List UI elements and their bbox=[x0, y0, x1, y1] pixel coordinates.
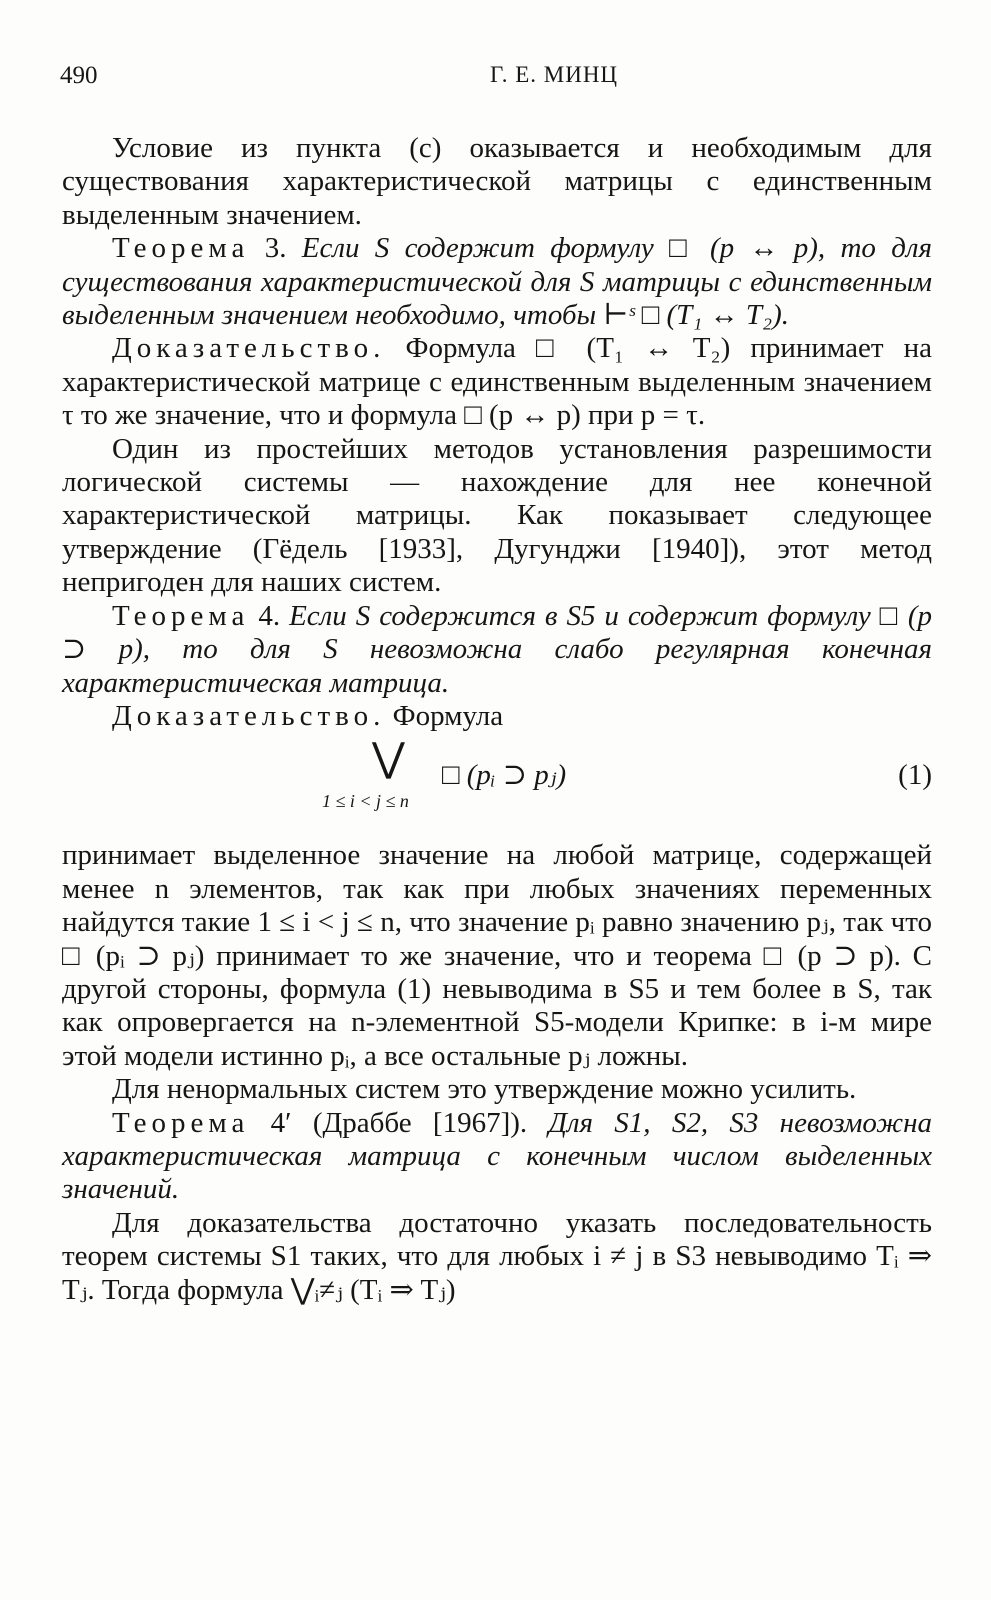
theorem-4-prime-label: Теорема bbox=[112, 1106, 250, 1139]
proof-1-label: Доказательство. bbox=[112, 332, 386, 365]
page-header bbox=[60, 58, 931, 98]
disjunction-subscript: 1 ≤ i < j ≤ n bbox=[322, 791, 409, 812]
proof-2 bbox=[62, 700, 932, 733]
formula-1 bbox=[62, 735, 932, 833]
proof-2-label: Доказательство. bbox=[112, 699, 386, 732]
theorem-4-prime-number: 4′ (Драббе [1967]). bbox=[249, 1106, 549, 1139]
proof-1-text: Формула □ (T₁ ↔ T₂) принимает на характеристической матрице с единственным выделенным значением τ то же значение, что и формула □ (p ↔ p) при p = τ. bbox=[62, 332, 932, 432]
theorem-3-number: 3. bbox=[249, 232, 302, 265]
disjunction-symbol: ⋁ bbox=[372, 735, 405, 781]
theorem-3 bbox=[62, 232, 932, 332]
formula-1-body: □ (pᵢ ⊃ pⱼ) bbox=[442, 759, 567, 792]
paragraph-nonnormal: Для ненормальных систем это утверждение можно усилить. bbox=[112, 1073, 857, 1106]
theorem-4-text: Если S содержится в S5 и содержит формулу □ (p ⊃ p), то для S невозможна слабо регулярная конечная характеристическая матрица. bbox=[62, 599, 933, 699]
running-head: Г. Е. МИНЦ bbox=[490, 62, 619, 87]
paragraph-methods: Один из простейших методов установления разрешимости логической системы — нахождение для нее конечной характеристической матрицы. Как показывает следующее утверждение (Гёдель [1933], Дугунджи [1940]), этот метод непригоден для наших систем. bbox=[62, 432, 932, 599]
formula-1-number: (1) bbox=[898, 759, 932, 792]
theorem-4 bbox=[62, 600, 932, 700]
theorem-4-number: 4. bbox=[249, 599, 290, 632]
theorem-3-label: Теорема bbox=[112, 232, 250, 265]
page-body bbox=[62, 132, 932, 1307]
paragraph-condition: Условие из пункта (с) оказывается и необходимым для существования характеристической матрицы с единственным выделенным значением. bbox=[62, 132, 932, 231]
theorem-4-label: Теорема bbox=[112, 599, 250, 632]
proof-2-text: Формула bbox=[385, 699, 504, 732]
theorem-4-prime bbox=[62, 1107, 932, 1207]
proof-1 bbox=[62, 332, 932, 432]
page-number: 490 bbox=[60, 62, 98, 89]
paragraph-proof-sketch: Для доказательства достаточно указать последовательность теорем системы S1 таких, что для любых i ≠ j в S3 невыводимо Tᵢ ⇒ Tⱼ. Тогда формула ⋁ᵢ≠ⱼ (Tᵢ ⇒ Tⱼ) bbox=[62, 1206, 932, 1306]
paragraph-proof-continued: принимает выделенное значение на любой матрице, содержащей менее n элементов, так как при любых значениях переменных найдутся такие 1 ≤ i < j ≤ n, что значение pᵢ равно значению pⱼ, так что □ (pᵢ ⊃ pⱼ) принимает то же значение, что и теорема □ (p ⊃ p). С другой стороны, формула (1) невыводима в S5 и тем более в S, так как опровергается на n-элементной S5-модели Крипке: в i-м мире этой модели истинно pᵢ, а все остальные pⱼ ложны. bbox=[62, 839, 932, 1072]
theorem-3-text: Если S содержит формулу □ (p ↔ p), то для существования характеристической для S матрицы с единственным выделенным значением необходимо, чтобы ⊢ˢ □ (T₁ ↔ T₂). bbox=[62, 232, 933, 332]
theorem-4-prime-text: Для S1, S2, S3 невозможна характеристическая матрица с конечным числом выделенных значений. bbox=[62, 1106, 932, 1206]
